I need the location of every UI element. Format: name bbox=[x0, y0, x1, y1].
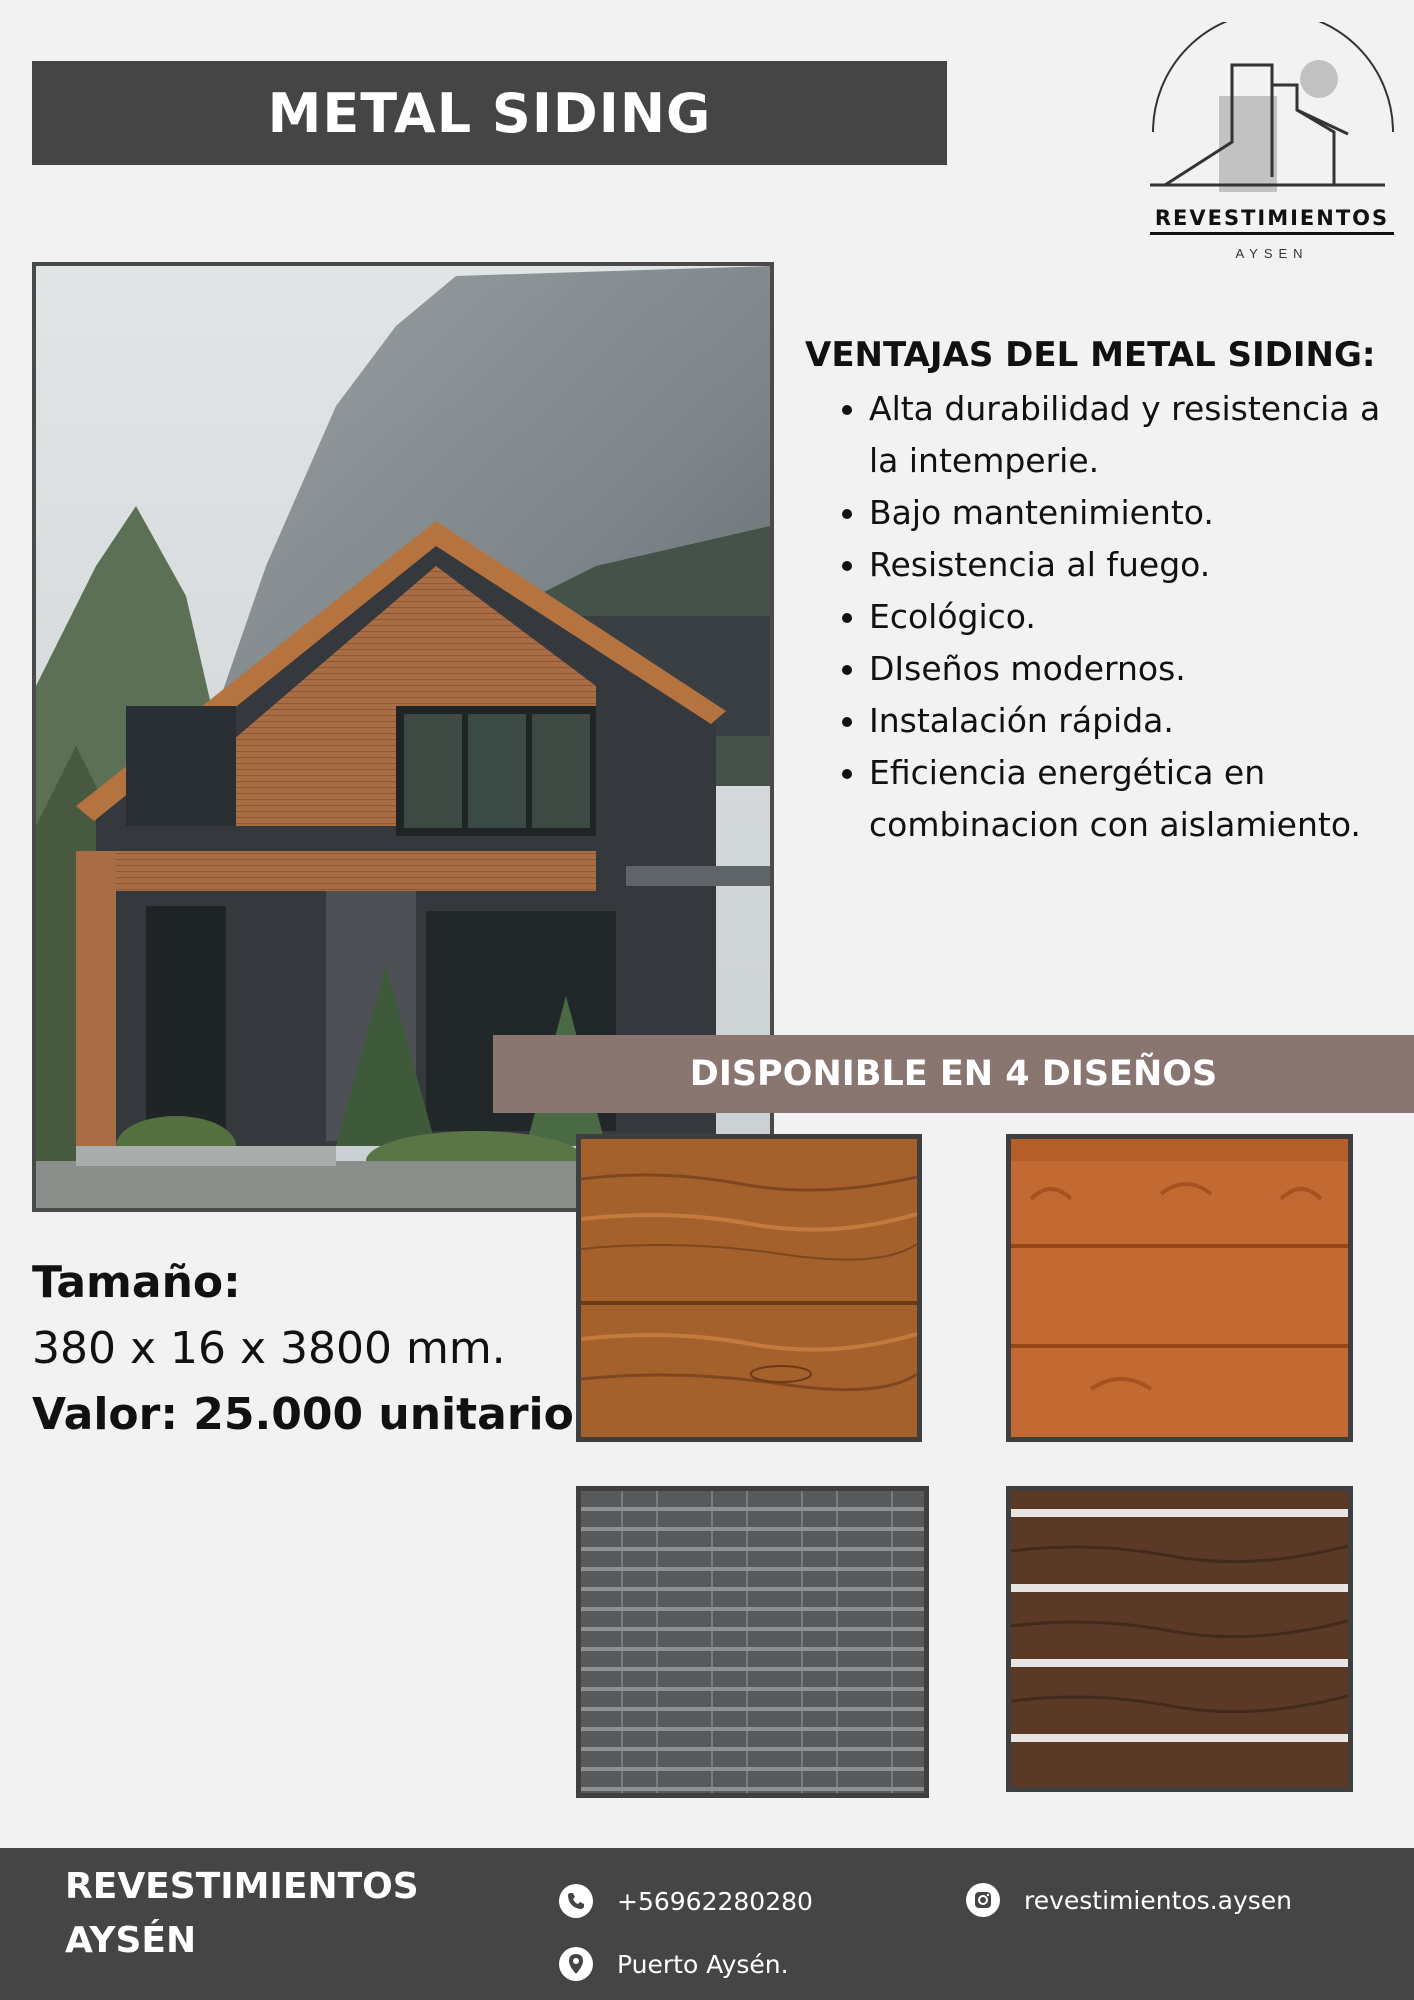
footer-phone[interactable] bbox=[559, 1884, 813, 1918]
footer-location bbox=[559, 1947, 789, 1981]
design-swatch-cedar bbox=[1006, 1134, 1353, 1442]
footer-brand-line2: AYSÉN bbox=[65, 1920, 197, 1961]
logo-name: REVESTIMIENTOS bbox=[1150, 206, 1394, 235]
price-value: Valor: 25.000 unitario bbox=[32, 1389, 574, 1440]
advantages-list bbox=[805, 383, 1385, 851]
footer-brand bbox=[65, 1860, 485, 1968]
advantage-item: • Bajo mantenimiento. bbox=[869, 487, 1385, 539]
title-bar bbox=[32, 61, 947, 165]
advantage-item: • Eficiencia energética en combinacion con aislamiento. bbox=[869, 747, 1385, 851]
size-value: 380 x 16 x 3800 mm. bbox=[32, 1323, 506, 1374]
logo-subtitle: AYSEN bbox=[1235, 246, 1309, 261]
footer bbox=[0, 1848, 1414, 2000]
size-label: Tamaño: bbox=[32, 1257, 241, 1308]
location-pin-icon bbox=[559, 1947, 593, 1981]
product-info bbox=[32, 1250, 574, 1448]
designs-banner bbox=[493, 1035, 1414, 1113]
footer-brand-line1: REVESTIMIENTOS bbox=[65, 1866, 419, 1907]
advantage-item: • Instalación rápida. bbox=[869, 695, 1385, 747]
footer-instagram[interactable] bbox=[966, 1883, 1292, 1917]
advantages-heading: VENTAJAS DEL METAL SIDING: bbox=[805, 335, 1376, 375]
phone-icon bbox=[559, 1884, 593, 1918]
design-swatch-stone-gray bbox=[576, 1486, 929, 1798]
advantage-item: • Ecológico. bbox=[869, 591, 1385, 643]
instagram-icon bbox=[966, 1883, 1000, 1917]
design-swatch-dark-walnut bbox=[1006, 1486, 1353, 1792]
instagram-handle: revestimientos.aysen bbox=[1024, 1885, 1293, 1915]
designs-banner-text: DISPONIBLE EN 4 DISEÑOS bbox=[689, 1054, 1218, 1094]
page-title: METAL SIDING bbox=[267, 81, 712, 145]
advantages-section bbox=[805, 330, 1385, 851]
location-text: Puerto Aysén. bbox=[617, 1949, 789, 1979]
advantage-item: • Resistencia al fuego. bbox=[869, 539, 1385, 591]
advantage-item: • DIseños modernos. bbox=[869, 643, 1385, 695]
advantage-item: • Alta durabilidad y resistencia a la intemperie. bbox=[869, 383, 1385, 487]
design-swatch-light-wood bbox=[576, 1134, 922, 1442]
phone-number: +56962280280 bbox=[617, 1886, 813, 1916]
